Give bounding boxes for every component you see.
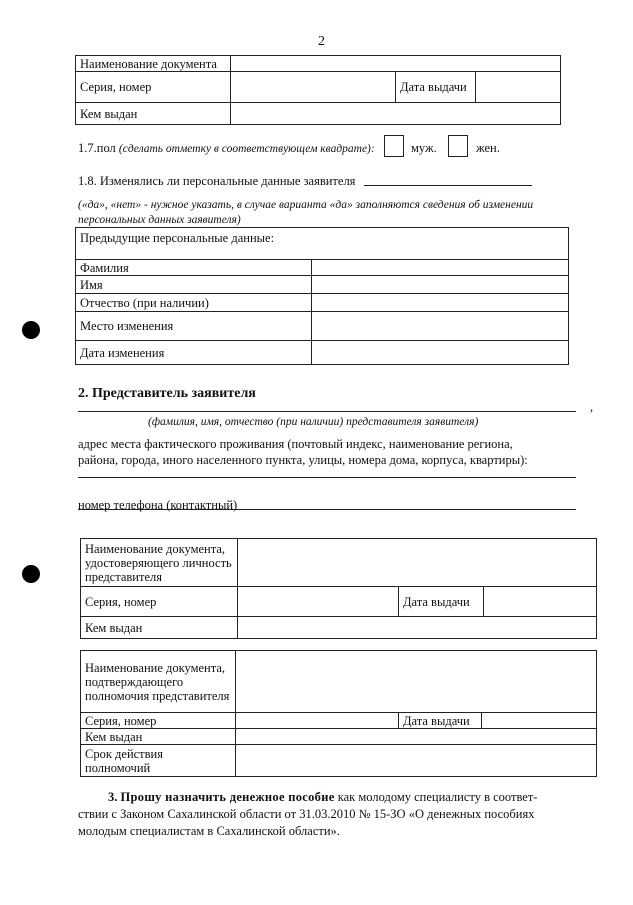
doc-issued-field[interactable] — [231, 103, 561, 125]
auth-doc-name-label: Наименование документа, подтверждающего полномочия представителя — [81, 651, 236, 713]
auth-series-field[interactable] — [236, 713, 399, 729]
address-label-line2: района, города, иного населенного пункта, улицы, номера дома, корпуса, квартиры): — [78, 453, 528, 467]
female-label: жен. — [476, 141, 500, 155]
doc-issued-label: Кем выдан — [76, 103, 231, 125]
section3-number: 3. — [108, 790, 118, 804]
gender-row — [78, 141, 375, 156]
prev-row-label: Место изменения — [76, 312, 312, 341]
section3-bold-text: Прошу назначить денежное пособие — [120, 790, 335, 804]
prev-row-label: Имя — [76, 276, 312, 294]
male-label: муж. — [411, 141, 437, 155]
changes-hint: («да», «нет» - нужное указать, в случае варианта «да» заполняются сведения об изменении персональных данных заявителя) — [78, 199, 534, 226]
changes-question: 1.8. Изменялись ли персональные данные заявителя — [78, 174, 356, 188]
document-table — [75, 55, 561, 125]
auth-validity-field[interactable] — [236, 745, 597, 777]
page-number: 2 — [318, 34, 325, 49]
section3-line2: ствии с Законом Сахалинской области от 31.03.2010 № 15-ЗО «О денежных пособиях — [78, 807, 535, 821]
binder-hole — [22, 565, 40, 583]
rep-issued-field[interactable] — [238, 617, 597, 639]
prev-row-field[interactable] — [312, 294, 569, 312]
prev-row-field[interactable] — [312, 341, 569, 365]
fio-caption: (фамилия, имя, отчество (при наличии) представителя заявителя) — [148, 416, 479, 428]
rep-date-field[interactable] — [484, 587, 597, 617]
previous-data-table — [75, 227, 569, 365]
doc-name-label: Наименование документа — [76, 56, 231, 72]
prev-row-label: Дата изменения — [76, 341, 312, 365]
section3-line3: молодым специалистам в Сахалинской области». — [78, 824, 340, 838]
auth-doc-name-field[interactable] — [236, 651, 597, 713]
section3-line1-rest: как молодому специалисту в соответ- — [337, 790, 538, 804]
prev-row-field[interactable] — [312, 276, 569, 294]
previous-data-header: Предыдущие персональные данные: — [76, 228, 569, 260]
comma-mark: , — [590, 400, 594, 414]
phone-line[interactable] — [78, 509, 576, 510]
prev-row-label: Фамилия — [76, 260, 312, 276]
auth-series-label: Серия, номер — [81, 713, 236, 729]
doc-series-label: Серия, номер — [76, 72, 231, 103]
auth-date-label: Дата выдачи — [399, 713, 482, 729]
auth-date-field[interactable] — [482, 713, 597, 729]
rep-date-label: Дата выдачи — [399, 587, 484, 617]
auth-issued-field[interactable] — [236, 729, 597, 745]
male-checkbox[interactable] — [384, 135, 404, 157]
address-line[interactable] — [78, 477, 576, 478]
rep-series-label: Серия, номер — [81, 587, 238, 617]
doc-date-field[interactable] — [476, 72, 561, 103]
section3-paragraph — [78, 789, 583, 840]
doc-name-field[interactable] — [231, 56, 561, 72]
gender-label: 1.7.пол — [78, 141, 116, 155]
rep-issued-label: Кем выдан — [81, 617, 238, 639]
prev-row-field[interactable] — [312, 312, 569, 341]
address-label-line1: адрес места фактического проживания (почтовый индекс, наименование региона, — [78, 437, 513, 451]
binder-hole — [22, 321, 40, 339]
rep-doc-name-label: Наименование документа, удостоверяющего личность представителя — [81, 539, 238, 587]
rep-series-field[interactable] — [238, 587, 399, 617]
auth-validity-label: Срок действия полномочий — [81, 745, 236, 777]
phone-label: номер телефона (контактный) — [78, 498, 238, 512]
gender-hint: (сделать отметку в соответствующем квадрате): — [118, 143, 375, 155]
prev-row-field[interactable] — [312, 260, 569, 276]
section3-line1 — [78, 789, 583, 806]
rep-doc-name-field[interactable] — [238, 539, 597, 587]
section2-title: 2. Представитель заявителя — [78, 386, 256, 401]
changes-answer-line[interactable] — [364, 185, 532, 186]
doc-date-label: Дата выдачи — [396, 72, 476, 103]
female-checkbox[interactable] — [448, 135, 468, 157]
representative-id-table — [80, 538, 597, 639]
auth-issued-label: Кем выдан — [81, 729, 236, 745]
authority-table — [80, 650, 597, 777]
prev-row-label: Отчество (при наличии) — [76, 294, 312, 312]
doc-series-field[interactable] — [231, 72, 396, 103]
representative-fio-line[interactable] — [78, 411, 576, 412]
